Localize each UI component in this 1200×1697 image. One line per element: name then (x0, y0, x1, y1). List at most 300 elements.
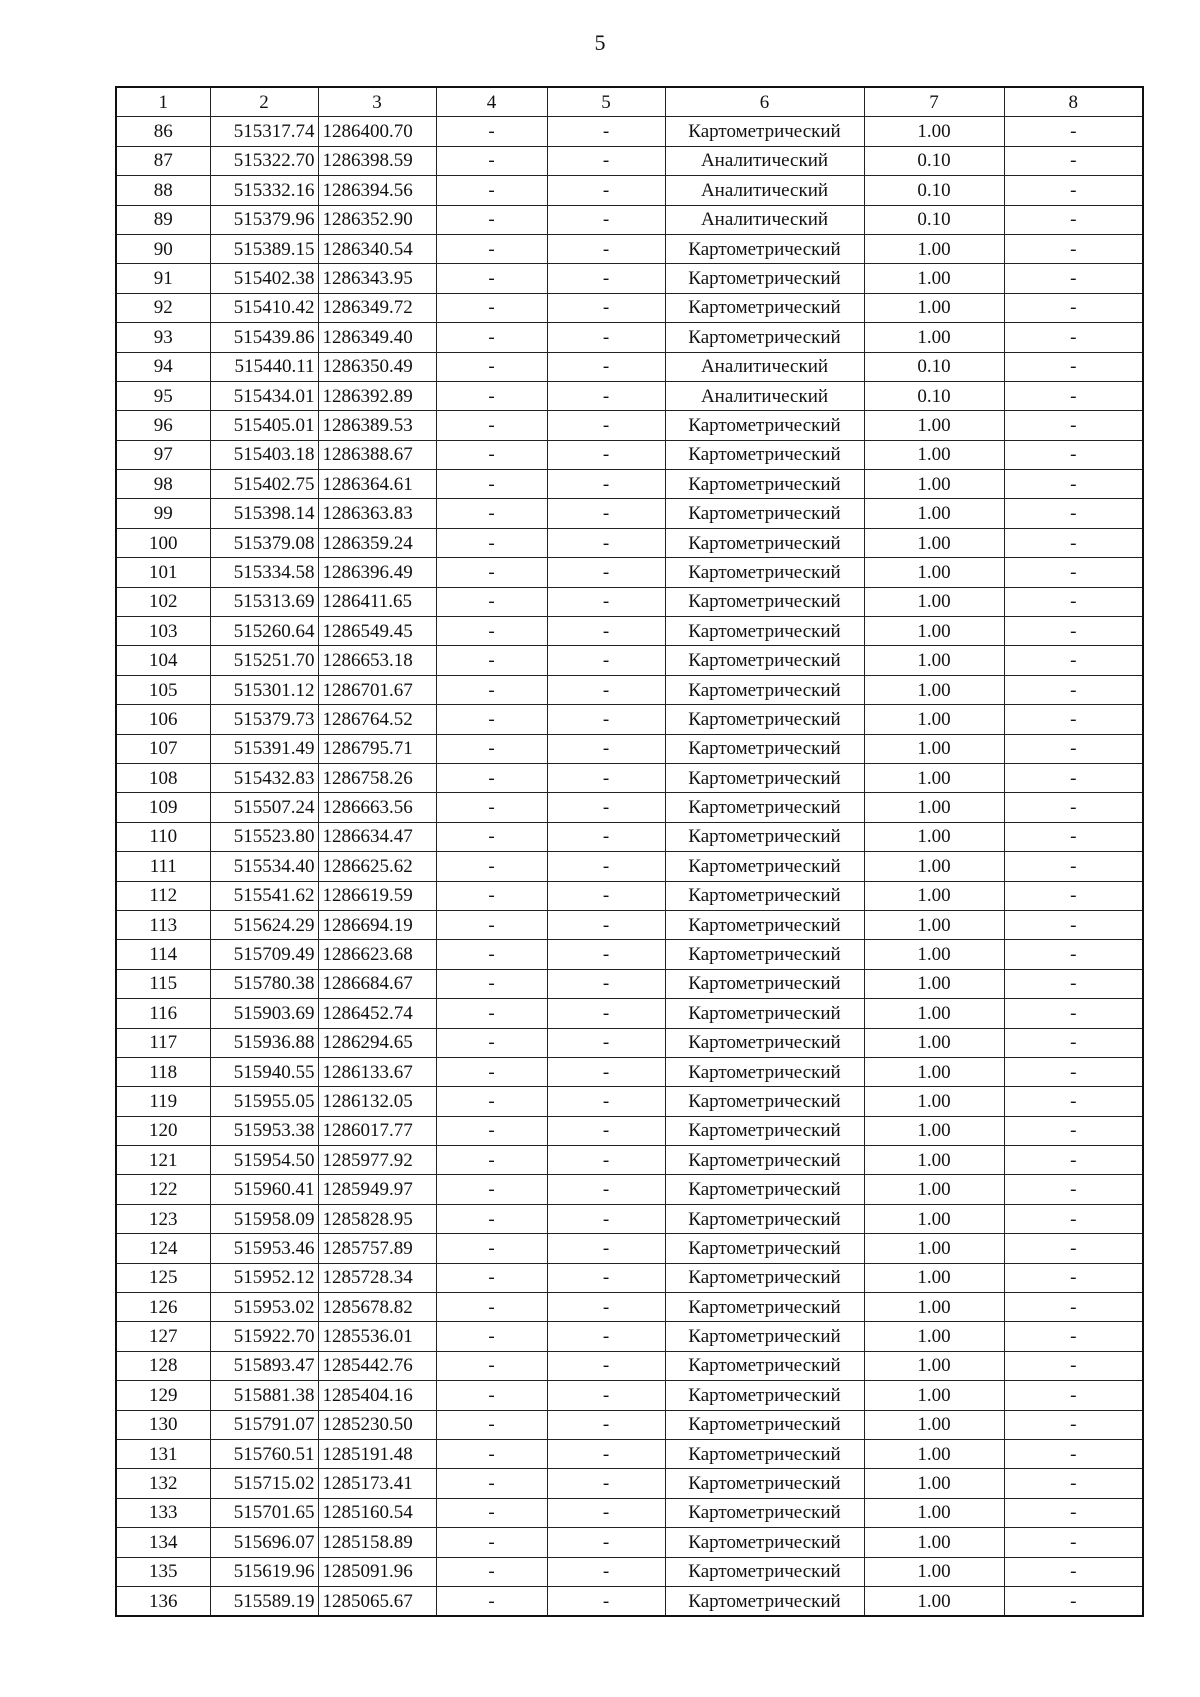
method-cell: Аналитический (665, 352, 864, 381)
x-coordinate-cell: 515523.80 (210, 822, 318, 851)
col-8-cell: - (1004, 1146, 1143, 1175)
x-coordinate-cell: 515709.49 (210, 940, 318, 969)
col-5-cell: - (547, 1528, 665, 1557)
x-coordinate-cell: 515953.02 (210, 1293, 318, 1322)
col-8-cell: - (1004, 646, 1143, 675)
method-cell: Картометрический (665, 1498, 864, 1527)
table-row (116, 999, 1143, 1028)
accuracy-cell: 1.00 (864, 323, 1004, 352)
col-8-cell: - (1004, 1234, 1143, 1263)
point-number-cell: 95 (116, 381, 210, 410)
col-5-cell: - (547, 1498, 665, 1527)
y-coordinate-cell: 1286388.67 (318, 440, 436, 469)
col-8-cell: - (1004, 617, 1143, 646)
method-cell: Картометрический (665, 323, 864, 352)
method-cell: Картометрический (665, 1586, 864, 1616)
table-row (116, 1410, 1143, 1439)
col-5-cell: - (547, 499, 665, 528)
col-5-cell: - (547, 763, 665, 792)
y-coordinate-cell: 1286398.59 (318, 146, 436, 175)
accuracy-cell: 0.10 (864, 205, 1004, 234)
col-5-cell: - (547, 910, 665, 939)
col-4-cell: - (436, 146, 547, 175)
y-coordinate-cell: 1286795.71 (318, 734, 436, 763)
col-4-cell: - (436, 234, 547, 263)
col-5-cell: - (547, 1439, 665, 1468)
accuracy-cell: 0.10 (864, 146, 1004, 175)
table-row (116, 205, 1143, 234)
col-4-cell: - (436, 1146, 547, 1175)
x-coordinate-cell: 515589.19 (210, 1586, 318, 1616)
accuracy-cell: 1.00 (864, 969, 1004, 998)
table-row (116, 558, 1143, 587)
method-cell: Картометрический (665, 1381, 864, 1410)
col-5-cell: - (547, 381, 665, 410)
point-number-cell: 123 (116, 1204, 210, 1233)
y-coordinate-cell: 1285442.76 (318, 1351, 436, 1380)
x-coordinate-cell: 515260.64 (210, 617, 318, 646)
col-4-cell: - (436, 293, 547, 322)
method-cell: Картометрический (665, 440, 864, 469)
accuracy-cell: 1.00 (864, 1586, 1004, 1616)
y-coordinate-cell: 1286411.65 (318, 587, 436, 616)
table-row (116, 352, 1143, 381)
point-number-cell: 103 (116, 617, 210, 646)
y-coordinate-cell: 1286663.56 (318, 793, 436, 822)
col-8-cell: - (1004, 1116, 1143, 1145)
y-coordinate-cell: 1286758.26 (318, 763, 436, 792)
table-row (116, 499, 1143, 528)
col-5-cell: - (547, 1175, 665, 1204)
x-coordinate-cell: 515410.42 (210, 293, 318, 322)
point-number-cell: 122 (116, 1175, 210, 1204)
accuracy-cell: 1.00 (864, 1204, 1004, 1233)
col-4-cell: - (436, 470, 547, 499)
method-cell: Картометрический (665, 1528, 864, 1557)
col-5-cell: - (547, 440, 665, 469)
y-coordinate-cell: 1286625.62 (318, 852, 436, 881)
point-number-cell: 110 (116, 822, 210, 851)
col-4-cell: - (436, 1057, 547, 1086)
method-cell: Картометрический (665, 734, 864, 763)
point-number-cell: 107 (116, 734, 210, 763)
col-8-cell: - (1004, 528, 1143, 557)
y-coordinate-cell: 1286389.53 (318, 411, 436, 440)
x-coordinate-cell: 515313.69 (210, 587, 318, 616)
col-8-cell: - (1004, 1293, 1143, 1322)
col-5-cell: - (547, 1146, 665, 1175)
column-header-3: 3 (318, 87, 436, 117)
point-number-cell: 108 (116, 763, 210, 792)
method-cell: Картометрический (665, 1293, 864, 1322)
x-coordinate-cell: 515332.16 (210, 176, 318, 205)
x-coordinate-cell: 515434.01 (210, 381, 318, 410)
y-coordinate-cell: 1286452.74 (318, 999, 436, 1028)
method-cell: Картометрический (665, 910, 864, 939)
accuracy-cell: 1.00 (864, 1116, 1004, 1145)
method-cell: Картометрический (665, 411, 864, 440)
col-8-cell: - (1004, 705, 1143, 734)
col-4-cell: - (436, 1293, 547, 1322)
point-number-cell: 120 (116, 1116, 210, 1145)
table-row (116, 1116, 1143, 1145)
y-coordinate-cell: 1285065.67 (318, 1586, 436, 1616)
table-row (116, 1351, 1143, 1380)
table-row (116, 1469, 1143, 1498)
point-number-cell: 89 (116, 205, 210, 234)
table-row (116, 117, 1143, 146)
y-coordinate-cell: 1286653.18 (318, 646, 436, 675)
method-cell: Картометрический (665, 499, 864, 528)
col-8-cell: - (1004, 1028, 1143, 1057)
accuracy-cell: 1.00 (864, 1263, 1004, 1292)
x-coordinate-cell: 515952.12 (210, 1263, 318, 1292)
table-row (116, 1057, 1143, 1086)
accuracy-cell: 1.00 (864, 234, 1004, 263)
point-number-cell: 94 (116, 352, 210, 381)
col-8-cell: - (1004, 1469, 1143, 1498)
point-number-cell: 98 (116, 470, 210, 499)
col-5-cell: - (547, 1263, 665, 1292)
table-row (116, 176, 1143, 205)
point-number-cell: 115 (116, 969, 210, 998)
col-5-cell: - (547, 1586, 665, 1616)
x-coordinate-cell: 515696.07 (210, 1528, 318, 1557)
point-number-cell: 113 (116, 910, 210, 939)
point-number-cell: 105 (116, 675, 210, 704)
table-row (116, 1234, 1143, 1263)
column-header-6: 6 (665, 87, 864, 117)
column-header-8: 8 (1004, 87, 1143, 117)
col-8-cell: - (1004, 1322, 1143, 1351)
col-8-cell: - (1004, 734, 1143, 763)
point-number-cell: 111 (116, 852, 210, 881)
x-coordinate-cell: 515322.70 (210, 146, 318, 175)
y-coordinate-cell: 1286350.49 (318, 352, 436, 381)
table-row (116, 646, 1143, 675)
accuracy-cell: 1.00 (864, 411, 1004, 440)
x-coordinate-cell: 515701.65 (210, 1498, 318, 1527)
point-number-cell: 99 (116, 499, 210, 528)
col-8-cell: - (1004, 1557, 1143, 1586)
col-5-cell: - (547, 852, 665, 881)
y-coordinate-cell: 1286359.24 (318, 528, 436, 557)
point-number-cell: 129 (116, 1381, 210, 1410)
col-5-cell: - (547, 587, 665, 616)
accuracy-cell: 1.00 (864, 1469, 1004, 1498)
table-row (116, 146, 1143, 175)
table-row (116, 264, 1143, 293)
y-coordinate-cell: 1285404.16 (318, 1381, 436, 1410)
method-cell: Аналитический (665, 176, 864, 205)
col-4-cell: - (436, 1263, 547, 1292)
col-4-cell: - (436, 822, 547, 851)
method-cell: Аналитический (665, 381, 864, 410)
col-5-cell: - (547, 675, 665, 704)
accuracy-cell: 1.00 (864, 1351, 1004, 1380)
col-4-cell: - (436, 558, 547, 587)
accuracy-cell: 1.00 (864, 558, 1004, 587)
col-4-cell: - (436, 1381, 547, 1410)
col-5-cell: - (547, 146, 665, 175)
accuracy-cell: 1.00 (864, 293, 1004, 322)
y-coordinate-cell: 1286694.19 (318, 910, 436, 939)
col-5-cell: - (547, 323, 665, 352)
table-row (116, 763, 1143, 792)
x-coordinate-cell: 515760.51 (210, 1439, 318, 1468)
col-4-cell: - (436, 499, 547, 528)
point-number-cell: 132 (116, 1469, 210, 1498)
method-cell: Картометрический (665, 1322, 864, 1351)
x-coordinate-cell: 515953.38 (210, 1116, 318, 1145)
x-coordinate-cell: 515432.83 (210, 763, 318, 792)
col-5-cell: - (547, 1322, 665, 1351)
col-8-cell: - (1004, 1528, 1143, 1557)
col-8-cell: - (1004, 470, 1143, 499)
y-coordinate-cell: 1286619.59 (318, 881, 436, 910)
method-cell: Картометрический (665, 646, 864, 675)
x-coordinate-cell: 515955.05 (210, 1087, 318, 1116)
col-4-cell: - (436, 411, 547, 440)
method-cell: Картометрический (665, 1410, 864, 1439)
column-header-1: 1 (116, 87, 210, 117)
y-coordinate-cell: 1286349.72 (318, 293, 436, 322)
y-coordinate-cell: 1286352.90 (318, 205, 436, 234)
point-number-cell: 127 (116, 1322, 210, 1351)
accuracy-cell: 1.00 (864, 822, 1004, 851)
table-row (116, 323, 1143, 352)
col-8-cell: - (1004, 205, 1143, 234)
table-row (116, 852, 1143, 881)
x-coordinate-cell: 515780.38 (210, 969, 318, 998)
col-4-cell: - (436, 675, 547, 704)
accuracy-cell: 1.00 (864, 440, 1004, 469)
accuracy-cell: 1.00 (864, 1528, 1004, 1557)
x-coordinate-cell: 515624.29 (210, 910, 318, 939)
accuracy-cell: 1.00 (864, 1381, 1004, 1410)
point-number-cell: 117 (116, 1028, 210, 1057)
table-row (116, 528, 1143, 557)
y-coordinate-cell: 1286394.56 (318, 176, 436, 205)
table-row (116, 881, 1143, 910)
col-4-cell: - (436, 528, 547, 557)
method-cell: Картометрический (665, 293, 864, 322)
column-header-4: 4 (436, 87, 547, 117)
table-row (116, 470, 1143, 499)
table-row (116, 910, 1143, 939)
col-5-cell: - (547, 1234, 665, 1263)
method-cell: Картометрический (665, 1057, 864, 1086)
x-coordinate-cell: 515379.73 (210, 705, 318, 734)
x-coordinate-cell: 515954.50 (210, 1146, 318, 1175)
col-5-cell: - (547, 1381, 665, 1410)
col-8-cell: - (1004, 381, 1143, 410)
x-coordinate-cell: 515334.58 (210, 558, 318, 587)
y-coordinate-cell: 1286396.49 (318, 558, 436, 587)
col-8-cell: - (1004, 558, 1143, 587)
accuracy-cell: 1.00 (864, 675, 1004, 704)
column-header-7: 7 (864, 87, 1004, 117)
col-4-cell: - (436, 1028, 547, 1057)
col-4-cell: - (436, 940, 547, 969)
col-4-cell: - (436, 1234, 547, 1263)
col-8-cell: - (1004, 1057, 1143, 1086)
accuracy-cell: 1.00 (864, 470, 1004, 499)
accuracy-cell: 1.00 (864, 617, 1004, 646)
col-4-cell: - (436, 763, 547, 792)
table-row (116, 822, 1143, 851)
col-8-cell: - (1004, 1351, 1143, 1380)
col-4-cell: - (436, 1204, 547, 1233)
table-row (116, 1528, 1143, 1557)
col-4-cell: - (436, 323, 547, 352)
accuracy-cell: 1.00 (864, 117, 1004, 146)
y-coordinate-cell: 1286684.67 (318, 969, 436, 998)
accuracy-cell: 1.00 (864, 1028, 1004, 1057)
col-8-cell: - (1004, 1175, 1143, 1204)
col-8-cell: - (1004, 352, 1143, 381)
col-8-cell: - (1004, 499, 1143, 528)
col-5-cell: - (547, 999, 665, 1028)
col-5-cell: - (547, 705, 665, 734)
col-8-cell: - (1004, 763, 1143, 792)
method-cell: Картометрический (665, 940, 864, 969)
col-8-cell: - (1004, 1263, 1143, 1292)
y-coordinate-cell: 1286340.54 (318, 234, 436, 263)
x-coordinate-cell: 515893.47 (210, 1351, 318, 1380)
x-coordinate-cell: 515936.88 (210, 1028, 318, 1057)
method-cell: Аналитический (665, 205, 864, 234)
col-4-cell: - (436, 1087, 547, 1116)
point-number-cell: 91 (116, 264, 210, 293)
point-number-cell: 135 (116, 1557, 210, 1586)
y-coordinate-cell: 1286132.05 (318, 1087, 436, 1116)
method-cell: Картометрический (665, 852, 864, 881)
table-row (116, 617, 1143, 646)
col-5-cell: - (547, 558, 665, 587)
y-coordinate-cell: 1286549.45 (318, 617, 436, 646)
method-cell: Картометрический (665, 999, 864, 1028)
table-row (116, 411, 1143, 440)
table-row (116, 1293, 1143, 1322)
x-coordinate-cell: 515960.41 (210, 1175, 318, 1204)
col-4-cell: - (436, 381, 547, 410)
point-number-cell: 86 (116, 117, 210, 146)
accuracy-cell: 1.00 (864, 1057, 1004, 1086)
table-row (116, 234, 1143, 263)
point-number-cell: 102 (116, 587, 210, 616)
method-cell: Аналитический (665, 146, 864, 175)
col-4-cell: - (436, 176, 547, 205)
col-4-cell: - (436, 1469, 547, 1498)
method-cell: Картометрический (665, 617, 864, 646)
col-4-cell: - (436, 205, 547, 234)
col-5-cell: - (547, 1351, 665, 1380)
y-coordinate-cell: 1286701.67 (318, 675, 436, 704)
table-row (116, 1263, 1143, 1292)
point-number-cell: 121 (116, 1146, 210, 1175)
method-cell: Картометрический (665, 969, 864, 998)
col-5-cell: - (547, 293, 665, 322)
col-8-cell: - (1004, 793, 1143, 822)
method-cell: Картометрический (665, 675, 864, 704)
table-row (116, 1381, 1143, 1410)
col-8-cell: - (1004, 1586, 1143, 1616)
point-number-cell: 130 (116, 1410, 210, 1439)
col-8-cell: - (1004, 1498, 1143, 1527)
point-number-cell: 124 (116, 1234, 210, 1263)
table-row (116, 969, 1143, 998)
col-4-cell: - (436, 117, 547, 146)
col-4-cell: - (436, 734, 547, 763)
col-8-cell: - (1004, 1204, 1143, 1233)
accuracy-cell: 0.10 (864, 381, 1004, 410)
col-5-cell: - (547, 822, 665, 851)
y-coordinate-cell: 1286400.70 (318, 117, 436, 146)
x-coordinate-cell: 515541.62 (210, 881, 318, 910)
table-row (116, 1146, 1143, 1175)
method-cell: Картометрический (665, 1234, 864, 1263)
x-coordinate-cell: 515317.74 (210, 117, 318, 146)
table-row (116, 1087, 1143, 1116)
method-cell: Картометрический (665, 117, 864, 146)
table-row (116, 1175, 1143, 1204)
method-cell: Картометрический (665, 1351, 864, 1380)
accuracy-cell: 1.00 (864, 793, 1004, 822)
method-cell: Картометрический (665, 558, 864, 587)
table-row (116, 940, 1143, 969)
col-4-cell: - (436, 587, 547, 616)
col-4-cell: - (436, 1557, 547, 1586)
y-coordinate-cell: 1286363.83 (318, 499, 436, 528)
method-cell: Картометрический (665, 763, 864, 792)
point-number-cell: 116 (116, 999, 210, 1028)
col-5-cell: - (547, 117, 665, 146)
y-coordinate-cell: 1285173.41 (318, 1469, 436, 1498)
method-cell: Картометрический (665, 1557, 864, 1586)
col-4-cell: - (436, 440, 547, 469)
point-number-cell: 88 (116, 176, 210, 205)
coordinates-table (115, 86, 1144, 1617)
y-coordinate-cell: 1286623.68 (318, 940, 436, 969)
table-row (116, 705, 1143, 734)
table-row (116, 293, 1143, 322)
method-cell: Картометрический (665, 587, 864, 616)
point-number-cell: 125 (116, 1263, 210, 1292)
method-cell: Картометрический (665, 705, 864, 734)
point-number-cell: 114 (116, 940, 210, 969)
y-coordinate-cell: 1285158.89 (318, 1528, 436, 1557)
method-cell: Картометрический (665, 470, 864, 499)
col-4-cell: - (436, 1175, 547, 1204)
col-5-cell: - (547, 940, 665, 969)
col-5-cell: - (547, 1028, 665, 1057)
table-row (116, 734, 1143, 763)
col-5-cell: - (547, 352, 665, 381)
y-coordinate-cell: 1286349.40 (318, 323, 436, 352)
col-5-cell: - (547, 881, 665, 910)
method-cell: Картометрический (665, 1263, 864, 1292)
method-cell: Картометрический (665, 1469, 864, 1498)
method-cell: Картометрический (665, 1087, 864, 1116)
point-number-cell: 126 (116, 1293, 210, 1322)
x-coordinate-cell: 515534.40 (210, 852, 318, 881)
col-5-cell: - (547, 734, 665, 763)
x-coordinate-cell: 515301.12 (210, 675, 318, 704)
col-8-cell: - (1004, 881, 1143, 910)
point-number-cell: 109 (116, 793, 210, 822)
col-4-cell: - (436, 1410, 547, 1439)
